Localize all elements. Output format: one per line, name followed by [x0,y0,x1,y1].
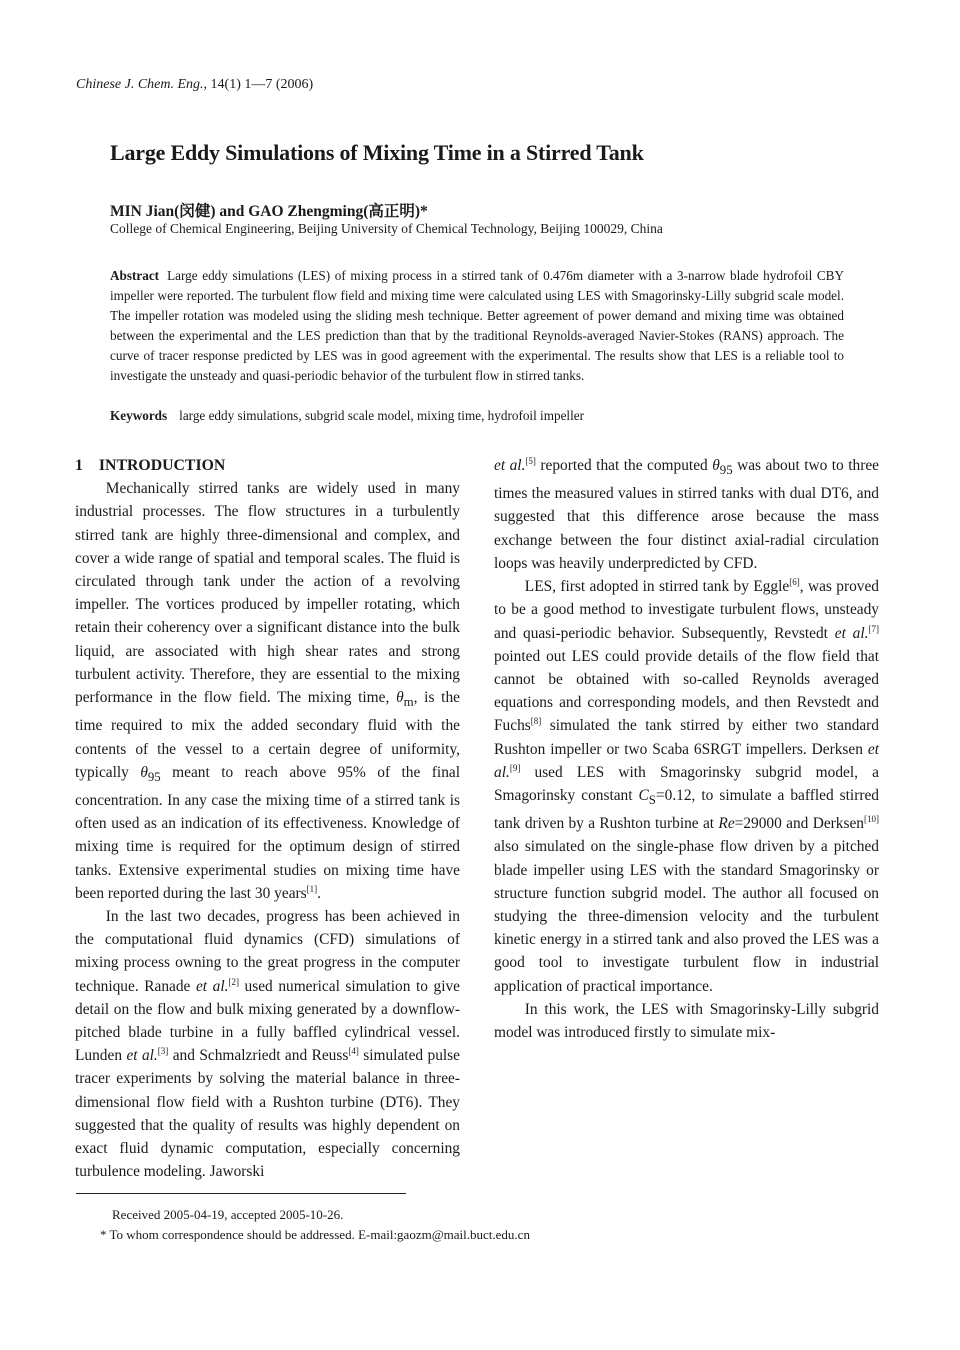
body-column-right [494,454,879,1044]
authors: MIN Jian(闵健) and GAO Zhengming(高正明)* [110,203,428,220]
received-date: Received 2005-04-19, accepted 2005-10-26. [112,1207,344,1222]
keywords-text: large eddy simulations, subgrid scale model, mixing time, hydrofoil impeller [179,408,584,423]
journal-name: Chinese J. Chem. Eng. [76,77,204,92]
paragraph-2-continued: et al.[5] reported that the computed $\theta_{95}$ was about two to three times the measured values in stirred tanks with dual DT6, and suggested that this difference arose because the mass exchange between the four distinct axial-radial circulation loops was heavily underpredicted by CFD. [494,456,879,572]
paragraph-3: LES, first adopted in stirred tank by Eggle[6], was proved to be a good method to investigate turbulent flows, unsteady and quasi-periodic behavior. Subsequently, Revstedt et al.[7] pointed out LES could provide details of the flow field that cannot be obtained with so-called Reynolds averaged equations and corresponding models, and then Revstedt and Fuchs[8] simulated the tank stirred by either two standard Rushton impeller or two Scaba 6SRGT impellers. Derksen et al.[9] used LES with Smagorinsky subgrid model, a Smagorinsky constant $C_S=0.12$, to simulate a baffled stirred tank driven by a Rushton turbine at Re=29000 and Derksen[10] also simulated on the single-phase flow driven by a pitched blade impeller using LES with the standard Smagorinsky or structure function subgrid model. The author all focused on studying the three-dimension velocity and the turbulent kinetic energy in a stirred tank and also proved the LES was a good tool to investigate turbulent flow in industrial application of practical importance. [494,577,880,995]
affiliation: College of Chemical Engineering, Beijing University of Chemical Technology, Beijing 100029, China [110,221,663,236]
keywords [110,406,844,426]
correspondence-note: * To whom correspondence should be addressed. E-mail:gaozm@mail.buct.edu.cn [100,1227,530,1242]
journal-header: Chinese J. Chem. Eng., 14(1) 1—7 (2006) [76,77,314,92]
abstract [110,266,844,386]
paragraph-1: Mechanically stirred tanks are widely used in many industrial processes. The flow structures in a turbulently stirred tank are highly three-dimensional and complex, and cover a wide range of spatial and temporal scales. The fluid is circulated through tank under the action of a revolving impeller. The vortices produced by impeller rotating, which retain their coherency over a significant distance into the bulk liquid, are associated with high shear rates and strong turbulent activity. Therefore, they are essential to the mixing performance in the flow field. The mixing time, $\theta_m$, is the time required to mix the added secondary fluid with the contents of the vessel to a certain degree of uniformity, typically $\theta_{95}$ meant to reach above 95% of the final concentration. In any case the mixing time of a stirred tank is often used as an indication of its effectiveness. Knowledge of mixing time is required for the optimum design of stirred tanks. Extensive experimental studies on mixing time have been reported during the last 30 years[1]. [75,480,460,902]
keywords-label: Keywords [110,408,168,423]
paragraph-2: In the last two decades, progress has been achieved in the computational fluid dynamics (CFD) simulations of mixing process owning to the great progress in the computer technique. Ranade et al.[2] used numerical simulation to give detail on the flow and bulk mixing generated by a downflow-pitched blade turbine in a fully baffled cylindrical vessel. Lunden et al.[3] and Schmalzriedt and Reuss[4] simulated pulse tracer experiments by solving the material balance in three-dimensional flow field with a Rushton turbine (DT6). They suggested that the quality of results was highly dependent on exact fluid dynamic computation, especially concerning turbulence modeling. Jaworski [75,908,460,1181]
journal-volume: 14(1) 1—7 (2006) [210,77,314,92]
paragraph-4: In this work, the LES with Smagorinsky-Lilly subgrid model was introduced firstly to simulate mix- [494,1000,879,1042]
abstract-label: Abstract [110,268,160,283]
paper-title: Large Eddy Simulations of Mixing Time in a Stirred Tank [110,140,644,165]
abstract-text: Large eddy simulations (LES) of mixing process in a stirred tank of 0.476m diameter with a 3-narrow blade hydrofoil CBY impeller were reported. The turbulent flow field and mixing time were calculated using LES with Smagorinsky-Lilly subgrid scale model. The impeller rotation was modeled using the sliding mesh technique. Better agreement of power demand and mixing time was obtained between the experimental and the LES prediction than that by the traditional Reynolds-averaged Navier-Stokes (RANS) approach. The curve of tracer response predicted by LES was in good agreement with the experimental. The results show that LES is a reliable tool to investigate the unsteady and quasi-periodic behavior of the turbulent flow in stirred tanks. [110,268,844,383]
section-heading: 1 INTRODUCTION [75,457,226,474]
body-column-left [75,454,460,1183]
footnote-rule [76,1193,406,1194]
